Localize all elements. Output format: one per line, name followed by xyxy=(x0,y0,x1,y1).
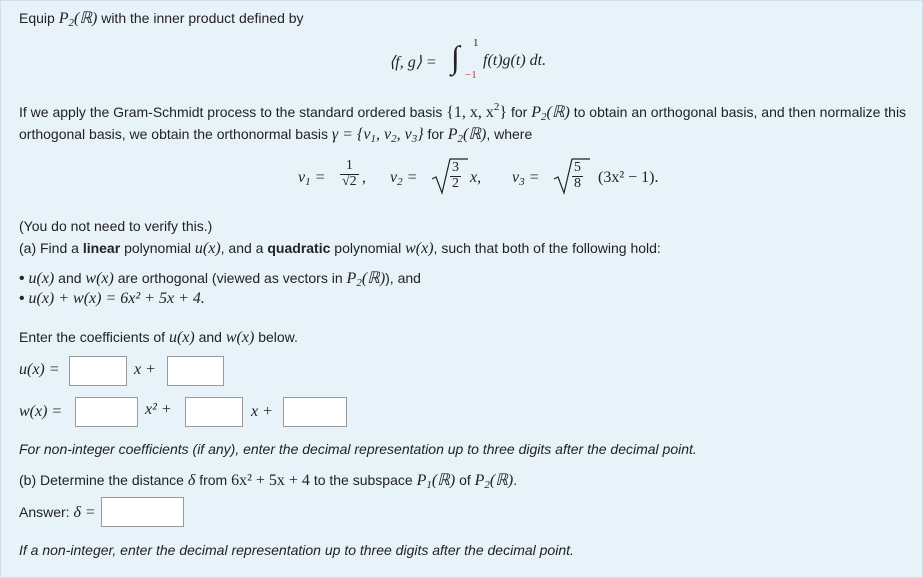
integral-upper-limit: 1 xyxy=(473,37,479,49)
v2-fraction: $\frac{3}{2}$ xyxy=(452,160,459,191)
u-label: u(x) = xyxy=(19,361,60,378)
w-quadratic-coefficient-field[interactable] xyxy=(76,398,137,426)
answer-label: Answer: δ = xyxy=(19,504,96,521)
distance-answer-input[interactable] xyxy=(101,497,184,527)
u-constant-input[interactable] xyxy=(167,356,224,386)
orthonormal-basis-gamma: $\gamma = \{v_1$, $v_2$, $v_3$} xyxy=(331,126,424,145)
paragraph-line-2: orthogonal basis, we obtain the orthonormal basis $\gamma = \{v_1$, $v_2$, $v_3$} for $P_2(ℝ)$, where xyxy=(19,126,533,145)
space-p2: $P_2(ℝ)$ xyxy=(447,126,487,145)
u-x-term: x + xyxy=(134,361,156,378)
w-linear-coefficient-input[interactable] xyxy=(185,397,243,427)
u-linear-coefficient-input[interactable] xyxy=(69,356,127,386)
condition-bullet-1: • u(x) and w(x) are orthogonal (viewed as vectors in $P_2(ℝ)$), and xyxy=(19,270,421,289)
v3-label: $v_3$ = xyxy=(512,169,540,188)
w-linear-coefficient-field[interactable] xyxy=(186,398,242,426)
standard-basis: {1, x, $x^2$} xyxy=(446,101,508,121)
space-p2: $P_2(ℝ)$ xyxy=(531,104,570,123)
v1-fraction: $\frac{1}{√2}$ xyxy=(342,158,357,189)
intro-text-2: with the inner product defined by xyxy=(101,10,304,26)
question-panel: Equip $P_2(ℝ)$ with the inner product defined by ⟨f, g⟩ = ∫ 1 −1 f(t)g(t) dt. If we apply the Gram-Schmidt process to the standard ordered basis {1, x, $x^2$} for $P_2(ℝ)$ to obtain an orthogonal basis, and then normalize this orthogonal basis, we obtain the orthonormal basis $\gamma = \{v_1$, $v_2$, $v_3$} for $P_2(ℝ)$, where $v_1$ = $\frac{1}{√2}$ , $v_2$ = $\frac{3}{2}$ x, $v_3$ = $\frac{5}{8}$ (3x² − 1). (You do not need to verify this.) (a) Find a linear polynomial u(x), and a quadratic polynomial w(x), such that both of the following hold: • u(x) and w(x) are orthogonal (viewed as vectors in $P_2(ℝ)$), and • u(x) + w(x) = 6x² + 5x + 4. Enter the coefficients of u(x) and w(x) below. u(x) = x + w(x) = x² + x + For non-integer coefficients (if any), enter the decimal representation up to three digits after the decimal point. (b) Determine the distance δ from 6x² + 5x + 4 to the subspace $P_1(ℝ)$ of $P_2(ℝ)$. Answer: δ = If a non-integer, enter the decimal representation up to three digits after the decimal point. xyxy=(0,0,923,578)
w-x2-term: x² + xyxy=(145,401,172,418)
w-x-term: x + xyxy=(251,403,273,420)
hint-part-b: If a non-integer, enter the decimal representation up to three digits after the decimal point. xyxy=(19,542,574,558)
paragraph-line-1: If we apply the Gram-Schmidt process to the standard ordered basis {1, x, $x^2$} for $P_2(ℝ)$ to obtain an orthogonal basis, and then normalize this xyxy=(19,101,907,123)
bullet-icon: • xyxy=(19,290,25,307)
verify-note: (You do not need to verify this.) xyxy=(19,218,213,234)
inner-product-lhs: ⟨f, g⟩ = xyxy=(389,54,437,71)
u-linear-coefficient-field[interactable] xyxy=(70,357,126,385)
integral-sign-icon: ∫ xyxy=(451,39,460,75)
w-constant-field[interactable] xyxy=(284,398,346,426)
condition-bullet-2: • u(x) + w(x) = 6x² + 5x + 4. xyxy=(19,290,205,307)
v3-tail: (3x² − 1). xyxy=(598,169,659,186)
w-label: w(x) = xyxy=(19,403,63,420)
hint-part-a: For non-integer coefficients (if any), enter the decimal representation up to three digits after the decimal point. xyxy=(19,441,697,457)
distance-answer-field[interactable] xyxy=(102,498,183,526)
v2-label: $v_2$ = xyxy=(390,169,418,188)
bullet-icon: • xyxy=(19,270,25,287)
intro-text: Equip xyxy=(19,10,55,26)
integral-lower-limit: −1 xyxy=(465,69,477,81)
enter-coefficients-instruction: Enter the coefficients of u(x) and w(x) below. xyxy=(19,329,298,346)
u-constant-field[interactable] xyxy=(168,357,223,385)
v2-tail: x, xyxy=(470,169,482,186)
part-a-prompt: (a) Find a linear polynomial u(x), and a quadratic polynomial w(x), such that both of the following hold: xyxy=(19,240,661,257)
intro-line xyxy=(19,8,304,29)
w-constant-input[interactable] xyxy=(283,397,347,427)
v3-fraction: $\frac{5}{8}$ xyxy=(574,160,581,191)
w-quadratic-coefficient-input[interactable] xyxy=(75,397,138,427)
space-p2: $P_2(ℝ)$ xyxy=(58,10,98,29)
v1-label: $v_1$ = xyxy=(298,169,326,188)
part-b-prompt: (b) Determine the distance δ from 6x² + 5x + 4 to the subspace $P_1(ℝ)$ of $P_2(ℝ)$. xyxy=(19,472,518,491)
integrand: f(t)g(t) dt. xyxy=(483,52,547,69)
